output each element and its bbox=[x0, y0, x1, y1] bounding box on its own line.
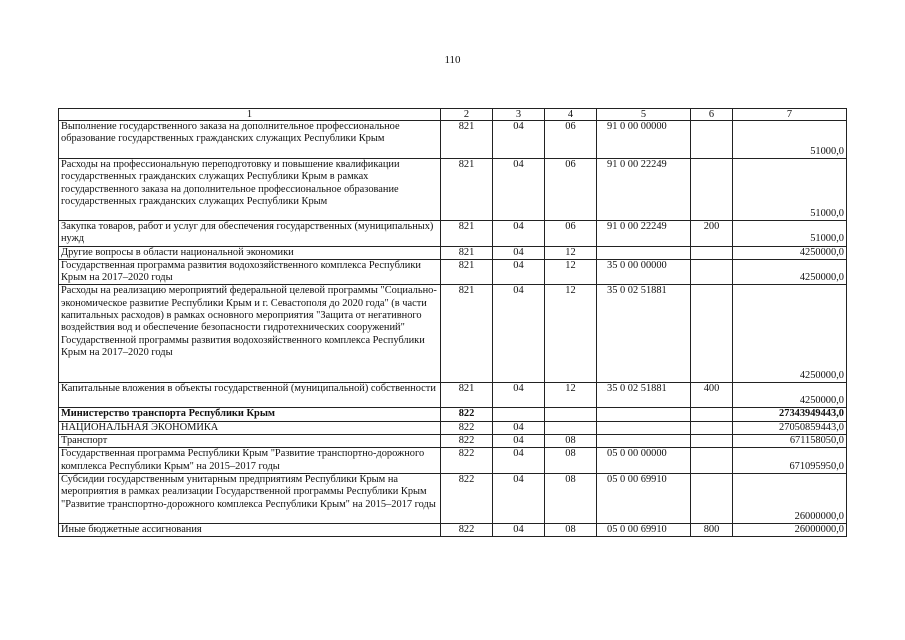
admin-code: 822 bbox=[441, 421, 493, 434]
expense-type bbox=[691, 435, 733, 448]
target-article bbox=[597, 408, 691, 421]
section-code: 04 bbox=[493, 435, 545, 448]
table-row bbox=[59, 259, 847, 285]
amount: 4250000,0 bbox=[733, 285, 847, 383]
subsection-code: 06 bbox=[545, 221, 597, 247]
subsection-code: 08 bbox=[545, 473, 597, 523]
amount: 671158050,0 bbox=[733, 435, 847, 448]
table-row bbox=[59, 421, 847, 434]
admin-code: 822 bbox=[441, 435, 493, 448]
expense-type: 200 bbox=[691, 221, 733, 247]
admin-code: 822 bbox=[441, 448, 493, 474]
expense-type bbox=[691, 448, 733, 474]
row-name: Государственная программа развития водохозяйственного комплекса Республики Крым на 2017–2020 годы bbox=[59, 259, 441, 285]
target-article: 91 0 00 00000 bbox=[597, 121, 691, 159]
section-code: 04 bbox=[493, 121, 545, 159]
expense-type bbox=[691, 285, 733, 383]
subsection-code bbox=[545, 421, 597, 434]
amount: 4250000,0 bbox=[733, 383, 847, 408]
amount: 671095950,0 bbox=[733, 448, 847, 474]
amount: 51000,0 bbox=[733, 221, 847, 247]
row-name: Расходы на реализацию мероприятий федеральной целевой программы "Социально-экономическое развитие Республики Крым и г. Севастополя до 2020 года" (в части капитальных расходов) в рамках основного мероприятия "Защита от негативного воздействия вод и обеспечение безопасности гидротехнических сооружений" Государственной программы развития водохозяйственного комплекса Республики Крым на 2017–2020 годы bbox=[59, 285, 441, 383]
target-article: 05 0 00 69910 bbox=[597, 473, 691, 523]
subsection-code: 12 bbox=[545, 383, 597, 408]
subsection-code: 06 bbox=[545, 121, 597, 159]
subsection-code: 12 bbox=[545, 246, 597, 259]
row-name: Другие вопросы в области национальной экономики bbox=[59, 246, 441, 259]
admin-code: 821 bbox=[441, 121, 493, 159]
table-row bbox=[59, 285, 847, 383]
row-name: Выполнение государственного заказа на дополнительное профессиональное образование государственных гражданских служащих Республики Крым bbox=[59, 121, 441, 159]
table-row bbox=[59, 523, 847, 536]
target-article bbox=[597, 246, 691, 259]
row-name: Капитальные вложения в объекты государственной (муниципальной) собственности bbox=[59, 383, 441, 408]
table-row bbox=[59, 221, 847, 247]
section-code: 04 bbox=[493, 285, 545, 383]
table-row bbox=[59, 121, 847, 159]
table-row bbox=[59, 435, 847, 448]
column-header: 1 bbox=[59, 109, 441, 121]
section-code: 04 bbox=[493, 159, 545, 221]
subsection-code: 08 bbox=[545, 448, 597, 474]
table-row bbox=[59, 383, 847, 408]
expense-type bbox=[691, 408, 733, 421]
subsection-code: 12 bbox=[545, 259, 597, 285]
amount: 4250000,0 bbox=[733, 246, 847, 259]
header-row bbox=[59, 109, 847, 121]
amount: 51000,0 bbox=[733, 121, 847, 159]
amount: 4250000,0 bbox=[733, 259, 847, 285]
section-code: 04 bbox=[493, 246, 545, 259]
expense-type: 800 bbox=[691, 523, 733, 536]
expense-type bbox=[691, 421, 733, 434]
section-code: 04 bbox=[493, 259, 545, 285]
row-name: Субсидии государственным унитарным предприятиям Республики Крым на мероприятия в рамках реализации Государственной программы Республики Крым "Развитие транспортно-дорожного комплекса Республики Крым" на 2015–2017 годы bbox=[59, 473, 441, 523]
admin-code: 821 bbox=[441, 159, 493, 221]
row-name: Расходы на профессиональную переподготовку и повышение квалификации государственных гражданских служащих Республики Крым в рамках государственного заказа на дополнительное профессиональное образование государственных гражданских служащих Республики Крым bbox=[59, 159, 441, 221]
section-code: 04 bbox=[493, 383, 545, 408]
admin-code: 822 bbox=[441, 473, 493, 523]
column-header: 7 bbox=[733, 109, 847, 121]
amount: 27343949443,0 bbox=[733, 408, 847, 421]
column-header: 5 bbox=[597, 109, 691, 121]
budget-table bbox=[58, 108, 847, 537]
table-row bbox=[59, 448, 847, 474]
section-code bbox=[493, 408, 545, 421]
table-row bbox=[59, 473, 847, 523]
target-article: 05 0 00 69910 bbox=[597, 523, 691, 536]
admin-code: 821 bbox=[441, 259, 493, 285]
amount: 26000000,0 bbox=[733, 473, 847, 523]
section-code: 04 bbox=[493, 421, 545, 434]
target-article bbox=[597, 435, 691, 448]
target-article: 35 0 02 51881 bbox=[597, 383, 691, 408]
page-number: 110 bbox=[444, 54, 461, 66]
expense-type: 400 bbox=[691, 383, 733, 408]
subsection-code: 08 bbox=[545, 435, 597, 448]
row-name: НАЦИОНАЛЬНАЯ ЭКОНОМИКА bbox=[59, 421, 441, 434]
row-name: Министерство транспорта Республики Крым bbox=[59, 408, 441, 421]
admin-code: 821 bbox=[441, 221, 493, 247]
amount: 26000000,0 bbox=[733, 523, 847, 536]
admin-code: 822 bbox=[441, 523, 493, 536]
table-row bbox=[59, 408, 847, 421]
row-name: Закупка товаров, работ и услуг для обеспечения государственных (муниципальных) нужд bbox=[59, 221, 441, 247]
amount: 51000,0 bbox=[733, 159, 847, 221]
expense-type bbox=[691, 246, 733, 259]
target-article: 35 0 02 51881 bbox=[597, 285, 691, 383]
row-name: Транспорт bbox=[59, 435, 441, 448]
subsection-code: 08 bbox=[545, 523, 597, 536]
admin-code: 822 bbox=[441, 408, 493, 421]
subsection-code bbox=[545, 408, 597, 421]
expense-type bbox=[691, 259, 733, 285]
target-article: 91 0 00 22249 bbox=[597, 159, 691, 221]
expense-type bbox=[691, 121, 733, 159]
column-header: 3 bbox=[493, 109, 545, 121]
admin-code: 821 bbox=[441, 285, 493, 383]
table-row bbox=[59, 246, 847, 259]
section-code: 04 bbox=[493, 448, 545, 474]
subsection-code: 12 bbox=[545, 285, 597, 383]
section-code: 04 bbox=[493, 523, 545, 536]
section-code: 04 bbox=[493, 473, 545, 523]
column-header: 2 bbox=[441, 109, 493, 121]
column-header: 6 bbox=[691, 109, 733, 121]
column-header: 4 bbox=[545, 109, 597, 121]
table-row bbox=[59, 159, 847, 221]
target-article: 05 0 00 00000 bbox=[597, 448, 691, 474]
admin-code: 821 bbox=[441, 383, 493, 408]
row-name: Государственная программа Республики Крым "Развитие транспортно-дорожного комплекса Республики Крым" на 2015–2017 годы bbox=[59, 448, 441, 474]
admin-code: 821 bbox=[441, 246, 493, 259]
target-article: 91 0 00 22249 bbox=[597, 221, 691, 247]
target-article: 35 0 00 00000 bbox=[597, 259, 691, 285]
row-name: Иные бюджетные ассигнования bbox=[59, 523, 441, 536]
target-article bbox=[597, 421, 691, 434]
subsection-code: 06 bbox=[545, 159, 597, 221]
expense-type bbox=[691, 159, 733, 221]
section-code: 04 bbox=[493, 221, 545, 247]
expense-type bbox=[691, 473, 733, 523]
amount: 27050859443,0 bbox=[733, 421, 847, 434]
